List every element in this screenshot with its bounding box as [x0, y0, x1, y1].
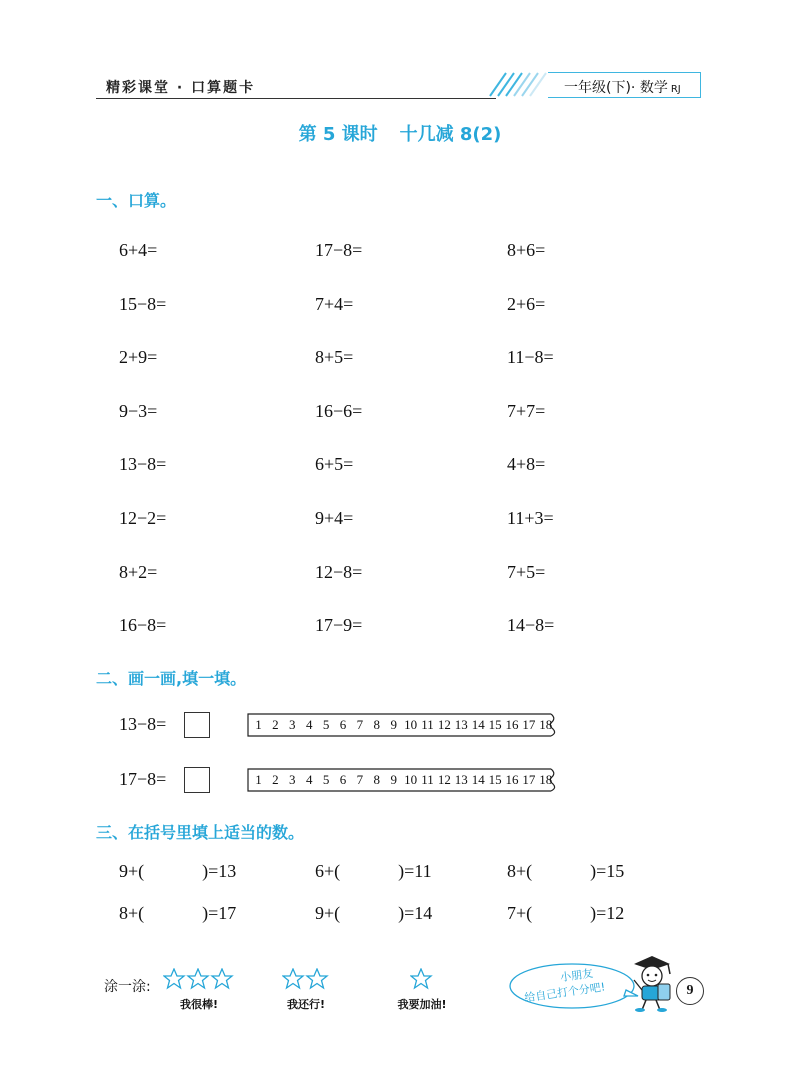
problem-right-part: )=12 — [590, 903, 625, 923]
number-line-tick-label: 18 — [539, 772, 553, 787]
number-line-tick-label: 12 — [437, 717, 451, 732]
star-icon — [411, 969, 431, 988]
mascot-text-line2: 给自己打个分吧! — [523, 980, 606, 1005]
number-line-tick-label: 1 — [255, 717, 262, 732]
number-line-tick-label: 9 — [390, 717, 397, 732]
rating-great-label: 我很棒! — [179, 998, 219, 1011]
number-line-tick-label: 5 — [322, 772, 330, 787]
mental-math-problem: 6+5= — [315, 454, 354, 475]
number-line-tick-label: 9 — [390, 772, 397, 787]
number-line-tick-label: 15 — [488, 772, 502, 787]
grade-subject-label — [564, 77, 681, 97]
page-number: 9 — [676, 977, 704, 1005]
mental-math-problem: 16−8= — [119, 615, 167, 636]
fill-in-blank-problem — [119, 861, 236, 882]
number-line-tick-label: 12 — [437, 772, 451, 787]
fill-in-blank-problem — [119, 903, 236, 924]
number-line-tick-label: 16 — [505, 717, 519, 732]
problem-left-part: 9+( — [119, 861, 145, 881]
fill-in-blank-problem — [507, 861, 624, 882]
number-line-tick-label: 13 — [454, 717, 468, 732]
number-line-tick-label: 10 — [404, 772, 418, 787]
problem-right-part: )=11 — [398, 861, 432, 881]
number-line-tick-label: 3 — [289, 717, 296, 732]
number-line-tick-label: 16 — [505, 772, 519, 787]
star-icon — [307, 969, 327, 988]
number-line-tick-label: 15 — [488, 717, 502, 732]
number-line-tick-label: 10 — [404, 717, 418, 732]
mental-math-problem: 12−2= — [119, 508, 167, 528]
grade-subject-text: 一年级(下)· 数学 — [564, 80, 668, 96]
number-line[interactable] — [247, 768, 555, 792]
number-line-tick-label: 2 — [272, 717, 279, 732]
mental-math-problem: 8+6= — [507, 240, 546, 260]
mental-math-problem: 7+4= — [315, 293, 354, 314]
number-line-tick-label: 18 — [539, 717, 553, 732]
number-line-tick-label: 4 — [305, 717, 313, 732]
number-line-tick-label: 4 — [305, 772, 313, 787]
problem-left-part: 9+( — [315, 903, 341, 923]
two-star-rating[interactable] — [282, 968, 330, 990]
star-icon — [164, 969, 184, 988]
book-series-title: 精彩课堂 · 口算题卡 — [106, 80, 256, 96]
rating-try-harder-label: 我要加油! — [397, 998, 447, 1011]
student-mascot-icon — [628, 954, 674, 1012]
three-star-rating[interactable] — [163, 968, 235, 990]
problem-left-part: 6+( — [315, 861, 341, 881]
number-line-tick-label: 8 — [373, 717, 381, 732]
mental-math-problem: 7+5= — [507, 561, 546, 582]
subtraction-expression: 13−8= — [119, 714, 167, 734]
number-line-tick-label: 11 — [421, 772, 434, 787]
mental-math-problem: 15−8= — [119, 293, 167, 314]
star-icon — [283, 969, 303, 988]
mental-math-problem: 6+4= — [119, 240, 158, 260]
number-line-tick-label: 6 — [339, 772, 347, 787]
number-line-tick-label: 17 — [522, 717, 536, 732]
number-line-tick-label: 6 — [339, 717, 347, 732]
mental-math-problem: 9−3= — [119, 400, 158, 421]
mental-math-problem: 16−6= — [315, 400, 363, 421]
mental-math-problem: 9+4= — [315, 508, 354, 528]
mental-math-problem: 2+9= — [119, 347, 158, 368]
mental-math-problem: 4+8= — [507, 454, 546, 475]
mental-math-problem: 17−8= — [315, 240, 363, 260]
fill-in-blank-problem — [315, 861, 432, 882]
problem-right-part: )=14 — [398, 903, 433, 923]
mascot-text-line1: 小朋友 — [559, 966, 594, 985]
section-3-heading: 三、在括号里填上适当的数。 — [96, 823, 305, 842]
section-1-heading: 一、口算。 — [96, 191, 177, 210]
mental-math-problem: 14−8= — [507, 615, 555, 636]
subtraction-expression: 17−8= — [119, 769, 167, 789]
header-stripes-decoration — [488, 71, 550, 97]
star-icon — [188, 969, 208, 988]
edition-label: RJ — [670, 84, 681, 95]
one-star-rating[interactable] — [410, 968, 434, 990]
number-line-tick-label: 14 — [471, 772, 485, 787]
problem-left-part: 8+( — [507, 861, 533, 881]
problem-right-part: )=17 — [202, 903, 237, 923]
fill-in-blank-problem — [507, 903, 624, 924]
lesson-number: 第 5 课时 — [298, 124, 378, 145]
problem-right-part: )=15 — [590, 861, 625, 881]
rating-ok-label: 我还行! — [286, 998, 326, 1011]
number-line-tick-label: 13 — [454, 772, 468, 787]
answer-box[interactable] — [184, 712, 210, 738]
mental-math-problem: 17−9= — [315, 615, 363, 636]
number-line-tick-label: 7 — [356, 717, 364, 732]
fill-in-blank-problem — [315, 903, 432, 924]
number-line-tick-label: 3 — [289, 772, 296, 787]
answer-box[interactable] — [184, 767, 210, 793]
number-line-tick-label: 2 — [272, 772, 279, 787]
number-line-tick-label: 7 — [356, 772, 364, 787]
problem-left-part: 7+( — [507, 903, 533, 923]
lesson-title — [0, 120, 800, 146]
lesson-topic: 十几减 8(2) — [399, 124, 502, 145]
problem-left-part: 8+( — [119, 903, 145, 923]
mental-math-problem: 7+7= — [507, 400, 546, 421]
number-line[interactable] — [247, 713, 555, 737]
mental-math-problem: 11+3= — [507, 508, 554, 528]
color-in-label: 涂一涂: — [104, 979, 151, 995]
mental-math-problem: 13−8= — [119, 454, 167, 475]
number-line-tick-label: 8 — [373, 772, 381, 787]
mental-math-problem: 8+5= — [315, 347, 354, 368]
mental-math-problem: 12−8= — [315, 561, 363, 582]
mental-math-problem: 2+6= — [507, 293, 546, 314]
problem-right-part: )=13 — [202, 861, 237, 881]
mental-math-problem: 8+2= — [119, 561, 158, 582]
star-icon — [212, 969, 232, 988]
header-rule — [96, 98, 496, 99]
section-2-heading: 二、画一画,填一填。 — [96, 669, 247, 688]
number-line-tick-label: 5 — [322, 717, 330, 732]
number-line-tick-label: 11 — [421, 717, 434, 732]
mental-math-problem: 11−8= — [507, 347, 554, 368]
number-line-tick-label: 14 — [471, 717, 485, 732]
number-line-tick-label: 17 — [522, 772, 536, 787]
number-line-tick-label: 1 — [255, 772, 262, 787]
